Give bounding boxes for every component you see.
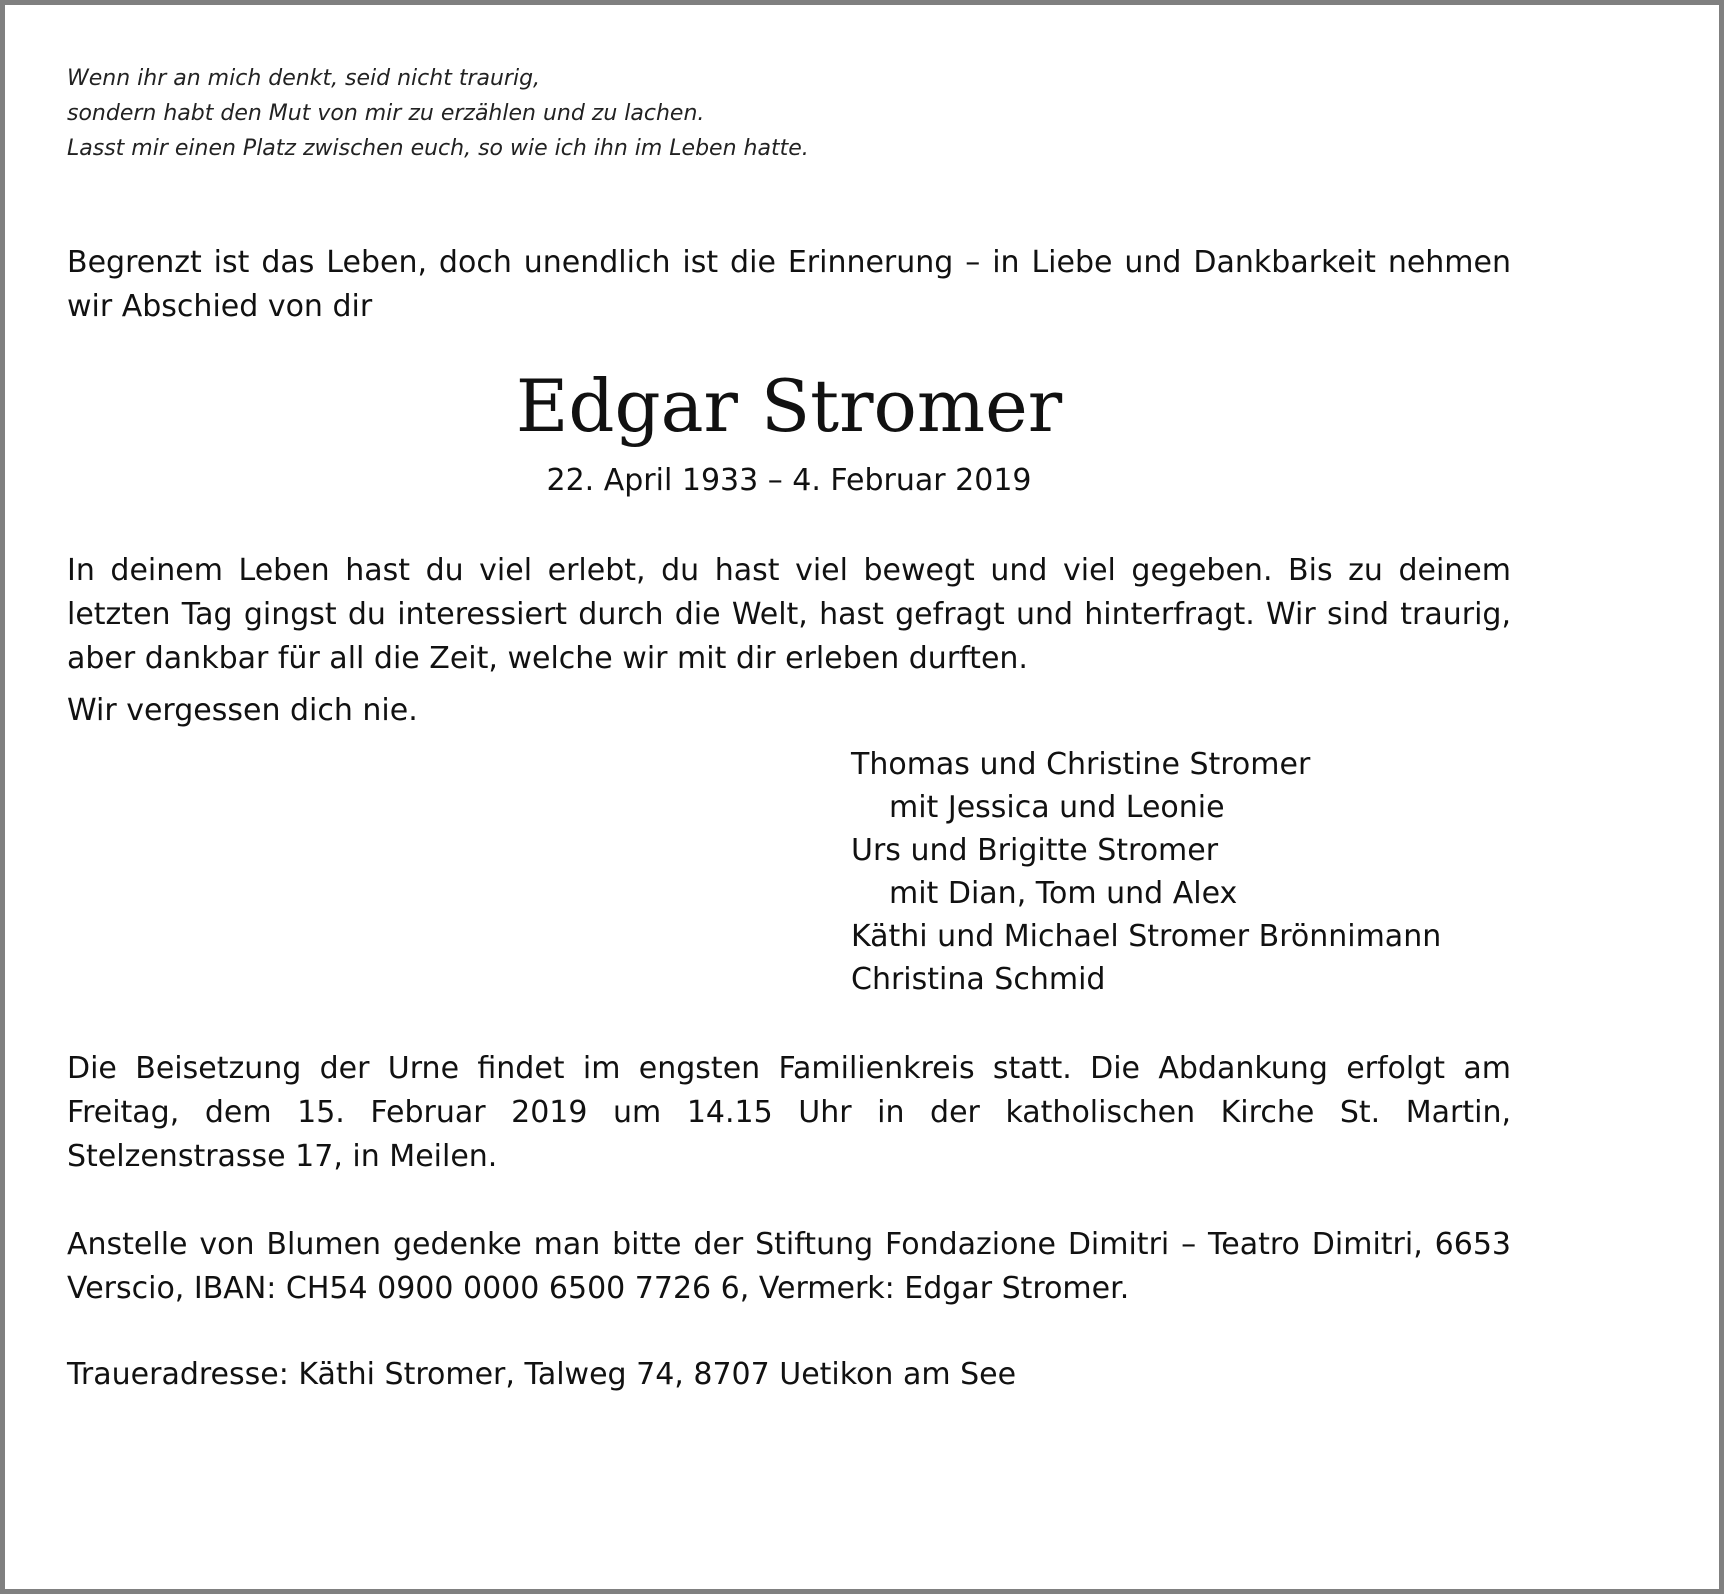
mourner-name: Urs und Brigitte Stromer <box>851 833 1219 868</box>
donation-info: Anstelle von Blumen gedenke man bitte der Stiftung Fondazione Dimitri – Teatro Dimitri, 6653 Verscio, IBAN: CH54 0900 0000 6500 7726 6, Vermerk: Edgar Stromer. <box>67 1227 1511 1306</box>
mourner-children: mit Dian, Tom und Alex <box>889 876 1238 911</box>
mourner-name: Thomas und Christine Stromer <box>851 747 1311 782</box>
life-dates: 22. April 1933 – 4. Februar 2019 <box>546 463 1032 498</box>
funeral-info: Die Beisetzung der Urne findet im engsten Familienkreis statt. Die Abdankung erfolgt am Freitag, dem 15. Februar 2019 um 14.15 Uhr in der katholischen Kirche St. Martin, Stelzenstrasse 17, in Meilen. <box>67 1051 1511 1174</box>
closing-line: Wir vergessen dich nie. <box>67 693 418 728</box>
motto-line: sondern habt den Mut von mir zu erzählen und zu lachen. <box>67 101 705 126</box>
deceased-name: Edgar Stromer <box>515 364 1063 448</box>
obituary-notice <box>5 5 1719 1589</box>
mourner-name: Käthi und Michael Stromer Brönnimann <box>851 919 1442 954</box>
mourners-list <box>851 743 1531 1001</box>
mourner-children: mit Jessica und Leonie <box>889 790 1225 825</box>
mourning-address: Traueradresse: Käthi Stromer, Talweg 74, 8707 Uetikon am See <box>67 1357 1017 1392</box>
intro-paragraph: Begrenzt ist das Leben, doch unendlich ist die Erinnerung – in Liebe und Dankbarkeit nehmen wir Abschied von dir <box>67 245 1511 324</box>
tribute-paragraph: In deinem Leben hast du viel erlebt, du hast viel bewegt und viel gegeben. Bis zu deinem letzten Tag gingst du interessiert durch die Welt, hast gefragt und hinterfragt. Wir sind traurig, aber dankbar für all die Zeit, welche wir mit dir erleben durften. <box>67 553 1511 676</box>
mourner-name: Christina Schmid <box>851 962 1106 997</box>
motto-quote <box>67 61 1511 166</box>
motto-line: Wenn ihr an mich denkt, seid nicht traurig, <box>67 66 541 91</box>
motto-line: Lasst mir einen Platz zwischen euch, so wie ich ihn im Leben hatte. <box>67 136 809 161</box>
